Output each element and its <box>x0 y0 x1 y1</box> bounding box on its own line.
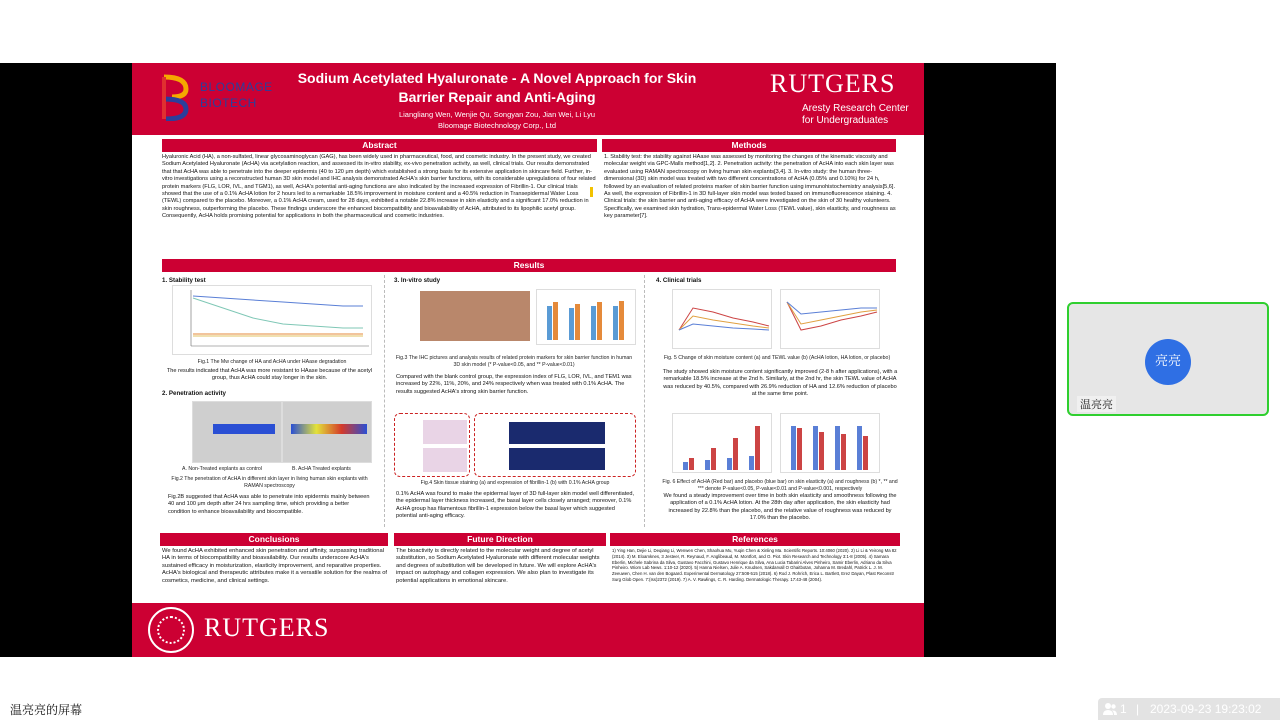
fig2a-label: A. Non-Treated explants as control <box>182 466 262 472</box>
fig1-caption: Fig.1 The Mw change of HA and AcHA under HAase degradation <box>197 359 347 365</box>
stability-text: The results indicated that AcHA was more resistant to HAase because of the acetyl group, thus AcHA could stay longer in the skin. <box>166 368 373 382</box>
poster-authors-block <box>312 109 682 131</box>
poster-authors: Liangliang Wen, Wenjie Qu, Songyan Zou, Jian Wei, Li Lyu <box>398 110 596 119</box>
conclusions-header: Conclusions <box>160 533 388 546</box>
fig1-plot <box>173 286 373 356</box>
references-header: References <box>610 533 900 546</box>
bloomage-text <box>200 79 273 111</box>
fig4b-top-image <box>509 422 605 444</box>
fig6b-bars <box>781 414 881 474</box>
fig4a-bottom-image <box>423 448 467 472</box>
poster-title: Sodium Acetylated Hyaluronate - A Novel Approach for Skin Barrier Repair and Anti-Aging <box>297 70 697 105</box>
fig3-caption: Fig.3 The IHC pictures and analysis results of related protein markers for skin barrier function in human 3D skin model (* P-value<0.05, and ** P-value<0.01) <box>395 355 633 368</box>
fig2a-image <box>192 401 282 463</box>
footer-logo: RUTGERS <box>204 613 330 642</box>
fig2a-band <box>213 424 275 434</box>
participant-count: 1 <box>1120 702 1127 716</box>
fig4-caption: Fig.4 Skin tissue staining (a) and expression of fibrillin-1 (b) with 0.1% AcHA group <box>420 480 610 486</box>
penetration-text: Fig.2B suggested that AcHA was able to penetrate into epidermis mainly between 40 and 100 μm depth after 24 hrs sampling time, which providing a better condition to enhance bioavailability and biocompatible. <box>168 494 370 515</box>
status-bar <box>1098 698 1280 720</box>
fig6a-chart <box>672 413 772 473</box>
fig6-caption: Fig. 6 Effect of AcHA (Red bar) and placebo (blue bar) on skin elasticity (a) and roughness (b) *, ** and *** denote P-value<0.05, P-value<0.01 and P-value<0.001, respectively <box>662 479 898 492</box>
avatar: 亮亮 <box>1145 339 1191 385</box>
fig5b-chart <box>780 289 880 349</box>
participant-tile[interactable] <box>1067 302 1269 416</box>
fig6b-chart <box>780 413 880 473</box>
fig3-bar-chart <box>536 289 636 345</box>
fig3-bars <box>537 290 637 346</box>
fig5b-lines <box>781 290 881 350</box>
references-text: 1) Ying Han, Dejie Li, Deqiang Li, Wenwen Chen, Shaohua Mu, Yuqin Chen & Xinling Ma. Scientific Reports. 10:4060 (2020). 2) Li Li & Yeirong Ma 82 (2014). 3) M. Eloamknes, 3 Jesteer, R. Reynaud, F. Anglibeaud, M. Montfort, and O. Piot. Skin Research and Technology 3:1-8 (2005). 4) Samara Eberlin, Michele Sabrina da Silva, Gustavo Facchini, Gustavo Henrique da Silva, Ana Lucia Tabarini Alves Pinheiro, Samir Eberlin, Adriano da Silva Pinheiro. Wiom Lab News. 1:10-12 (2020). 5) Hanna Nielsen, Julie A. Knudsen, Sakdarvall O Ghaitbotan, Johanna M. Bredahl, Patrick L. J. M. Zeeuwen, Chen H. van den Bogaard. Experimental Dermatology 27:508-515 (2018). 6) Rod J. Rohrich, Erica L. Bartlett, Erez Dayan, Plast Reconstr Surg Glob Open. 7:(Iss)2372 (2019). 7) A. V. Rawlings, C. R. Harding. Dermatologic Therapy. 17:43-48 (2004). <box>612 548 897 582</box>
conclusions-text: We found AcHA exhibited enhanced skin penetration and affinity, surpassing traditional HA in terms of biocompatibility and bioavailability. Our results underscore AcHA's sustained efficacy in moisturization, elasticity improvement, and reparative properties. AcHA's biological and therapeutic attributes make it a versatile solution for the realms of cosmetics, medicine, and clinical settings. <box>162 548 388 584</box>
people-icon[interactable] <box>1102 701 1118 717</box>
bloomage-line1: BLOOMAGE <box>200 80 273 94</box>
fig4a-box <box>394 413 470 477</box>
poster-footer <box>132 603 924 657</box>
clinical-text: The study showed skin moisture content significantly improved (2-8 h after applications), with a remarkable 18.5% increase at the 2nd h. Similarly, at the 2nd hr, the skin TEWL value of AcHA was reduced by 40.5%, compared with 26.9% reduction of HA and 12.6% reduction of placebo at the same time point. <box>662 369 898 398</box>
fig4a-top-image <box>423 420 467 444</box>
methods-header: Methods <box>602 139 896 152</box>
future-header: Future Direction <box>394 533 606 546</box>
methods-text: 1. Stability test: the stability against HAase was assessed by monitoring the changes of the kinematic viscosity and molecular weight via GPC-Malls method[1,2]. 2. Penetration activity: the penetration of AcHA into each skin layer was evaluated using RAMAN spectroscopy on living human skin explants[3,4]. 3. In-vitro study: the human three-dimensional (3D) skin model was treated with two different concentrations of AcHA (0.05% and 0.10%) for 24 h, followed by an evaluation of related proteins marker of skin barrier function using immunohistochemistry analysis[5,6]. As well, the expression of Fibrillin-1 in 3D full-layer skin model was tested based on immunofluorescence staining. 4. Clinical trials: the skin barrier and anti-aging efficacy of AcHA were investigated on the skin of 30 healthy volunteers. Specifically, we examined skin hydration, Trans-epidermal Water Loss (TEWL value), skin elasticity, and roughness as key parameter[7]. <box>604 154 896 220</box>
fig6-text: We found a steady improvement over time in both skin elasticity and smoothness following the application of a 0.1% AcHA lotion. At the 28th day after application, the skin elasticity had increased by 22.8% than the placebo, and the relative value of roughness was reduced by 17.0% than the placebo. <box>663 493 897 522</box>
column-divider-2 <box>644 275 645 527</box>
bloomage-line2: BIOTECH <box>200 96 257 110</box>
abstract-header: Abstract <box>162 139 597 152</box>
aresty-subtitle: Aresty Research Center for Undergraduates <box>802 103 909 126</box>
shared-screen <box>0 63 1056 657</box>
rutgers-logo: RUTGERS <box>770 69 896 98</box>
fig3-ihc-images <box>420 291 530 341</box>
bloomage-logo <box>154 71 284 127</box>
fig4-text: 0.1% AcHA was found to make the epidermal layer of 3D full-layer skin model well differentiated, the epidermal layer thickness increased, the basal layer cells closely arranged; moreover, 0.1% AcHA group has filamentous fibrillin-1 expression below the basal layer which suggested potential anti-aging efficacy. <box>396 491 635 520</box>
poster-header <box>132 63 924 135</box>
rutgers-seal-icon <box>148 607 194 653</box>
fig2b-label: B. AcHA Treated explants <box>292 466 351 472</box>
fig4b-box <box>474 413 636 477</box>
fig6a-bars <box>673 414 773 474</box>
results-header: Results <box>162 259 896 272</box>
column-divider-1 <box>384 275 385 527</box>
fig4b-bottom-image <box>509 448 605 470</box>
poster-affiliation: Bloomage Biotechnology Corp., Ltd <box>438 121 556 130</box>
penetration-head: 2. Penetration activity <box>162 390 226 397</box>
timestamp: 2023-09-23 19:23:02 <box>1150 702 1262 716</box>
fig5a-lines <box>673 290 773 350</box>
poster <box>132 63 924 657</box>
abstract-text: Hyaluronic Acid (HA), a non-sulfated, linear glycosaminoglycan (GAG), has been widely used in pharmaceutical, food, and cosmetic industry. In the present study, we created Sodium Acetylated Hyaluronate (AcHA) via acetylation reaction, and assessed its in-vitro stability, ex-vivo penetration activity, as well, clinical trials. Our results demonstrated that that AcHA was able to penetrate into the deeper epidermis (40 to 120 μm depth) which established a strong basis for its extensive application in skincare field. Further, in-vitro investigations using a reconstructed human 3D skin model and IHC analysis demonstrated AcHA's skin barrier functions, with its considerable upregulations of four related protein markers (FLG, LOR, IVL, and TGM1), as well, AcHA's potential anti-aging functions are also indicated by the increased expression of Fibrillin-1. Our clinical trials showed that the use of a 0.1% AcHA lotion for 2 hours led to a remarkable 18.5% improvement in moisture content and a 40.5% reduction in Transepidermal Water Loss (TEWL) compared to the placebo. Moreover, a 0.1% AcHA cream, used for 28 days, exhibited a notable 22.8% increase in skin elasticity and a significant 17.0% reduction in skin roughness, outperforming the placebo. These findings underscore the enhanced biocompatibility and bioavailability of AcHA, attributed to its lipophilic acetyl group. Consequently, AcHA holds promising potential for applications in both the pharmaceutical and cosmetic industries. <box>162 154 596 220</box>
fig2b-image <box>282 401 372 463</box>
stability-head: 1. Stability test <box>162 277 206 284</box>
participant-name: 温亮亮 <box>1077 396 1116 412</box>
fig1-chart <box>172 285 372 355</box>
bloomage-mark-icon <box>160 73 190 121</box>
future-text: The bioactivity is directly related to the molecular weight and degree of acetyl substitution, so Sodium Acetylated Hyaluronate with different molecular weights and degrees of substitution will be developed in future. We will explore AcHA's impact on autophagy and collagen expression. We also plan to investigate its potential applications in emotional skincare. <box>396 548 600 584</box>
screen-share-label: 温亮亮的屏幕 <box>10 703 83 717</box>
fig5a-chart <box>672 289 772 349</box>
text-cursor-icon <box>590 187 593 197</box>
clinical-head: 4. Clinical trials <box>656 277 702 284</box>
invitro-head: 3. In-vitro study <box>394 277 441 284</box>
fig2-caption: Fig.2 The penetration of AcHA in different skin layer in living human skin explants with RAMAN spectroscopy <box>171 476 368 489</box>
fig5-caption: Fig. 5 Change of skin moisture content (a) and TEWL value (b) (AcHA lotion, HA lotion, or placebo) <box>663 355 891 361</box>
fig2b-band <box>291 424 367 434</box>
invitro-text: Compared with the blank control group, the expression index of FLG, LOR, IVL, and TEM1 was increased by 22%, 11%, 20%, and 24% respectively when was treated with 0.1% AcHA. The results suggested AcHA's strong skin barrier function. <box>396 374 632 395</box>
status-separator: | <box>1136 702 1140 716</box>
